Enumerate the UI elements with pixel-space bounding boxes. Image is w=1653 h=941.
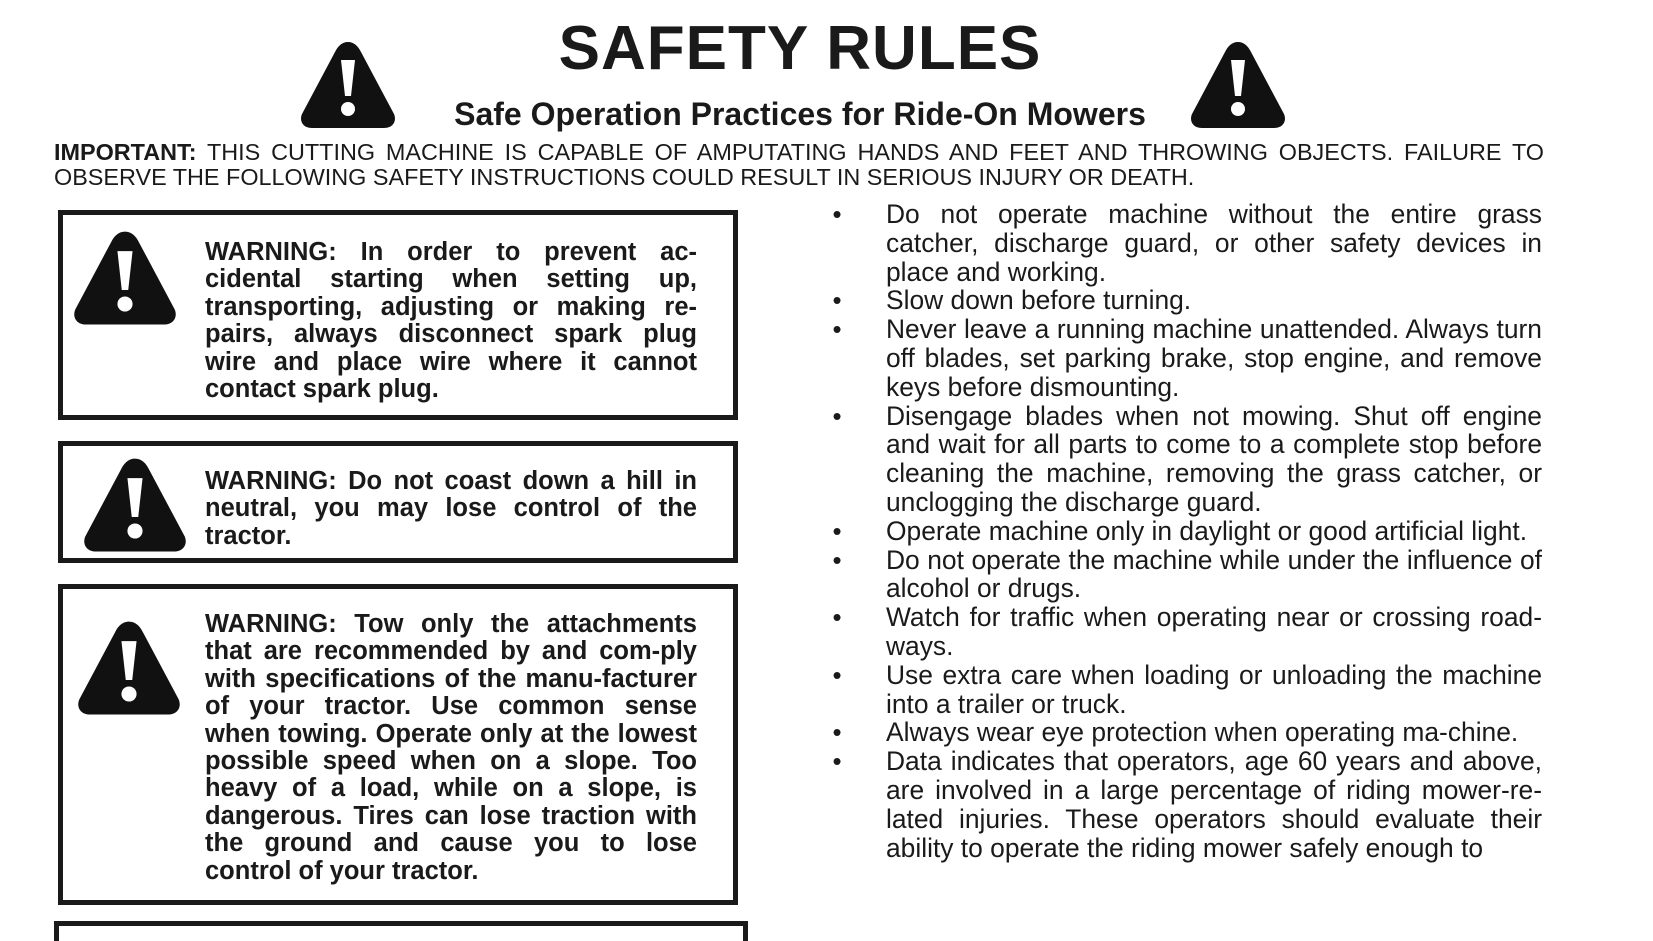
bullet-item: • Operate machine only in daylight or good artificial light. [826,517,1542,546]
warning-box-towing [58,584,738,905]
warning-icon [81,454,189,554]
warning-text: WARNING: Tow only the attachments that are recommended by and com-ply with specifications of the manu-facturer of your tractor. Use common sense when towing. Operate only at the lowest possible speed when on a slope. Too heavy of a load, while on a slope, is dangerous. Tires can lose traction with the ground and cause you to lose control of your tractor. [205,610,697,885]
warning-box-cut-off [54,921,748,941]
bullet-dot: • [832,659,842,690]
bullet-dot: • [832,285,842,316]
bullet-item: • Use extra care when loading or unloading the machine into a trailer or truck. [826,661,1542,719]
bullet-dot: • [832,400,842,431]
bullet-item: • Do not operate machine without the entire grass catcher, discharge guard, or other safety devices in place and working. [826,200,1542,286]
safety-bullet-list [826,200,1542,862]
bullet-dot: • [832,515,842,546]
warning-icon [71,227,179,327]
bullet-item: • Data indicates that operators, age 60 years and above, are involved in a large percentage of riding mower-re-lated injuries. These operators should evaluate their ability to operate the riding mower safely enough to [826,747,1542,862]
page-subtitle: Safe Operation Practices for Ride-On Mowers [454,96,1146,132]
bullet-dot: • [832,199,842,229]
important-notice [54,140,1544,190]
warning-box-coast [58,441,738,563]
bullet-item: • Never leave a running machine unattended. Always turn off blades, set parking brake, stop engine, and remove keys before dismounting. [826,315,1542,401]
page-title: SAFETY RULES [558,14,1042,83]
bullet-dot: • [832,314,842,345]
bullet-item: • Disengage blades when not mowing. Shut off engine and wait for all parts to come to a complete stop before cleaning the machine, removing the grass catcher, or unclogging the discharge guard. [826,402,1542,517]
bullet-item: • Watch for traffic when operating near or crossing road-ways. [826,603,1542,661]
bullet-item: • Always wear eye protection when operating ma-chine. [826,718,1542,747]
warning-box-spark-plug [58,210,738,420]
bullet-dot: • [832,602,842,633]
bullet-item: • Do not operate the machine while under the influence of alcohol or drugs. [826,546,1542,604]
warning-text: WARNING: Do not coast down a hill in neutral, you may lose control of the tractor. [205,467,697,550]
warning-icon [75,617,183,717]
warning-text: WARNING: In order to prevent ac-cidental starting when setting up, transporting, adjusting or making re-pairs, always disconnect spark plug wire and place wire where it cannot contact spark plug. [205,238,697,404]
bullet-dot: • [832,544,842,575]
bullet-dot: • [832,746,842,777]
important-label: IMPORTANT: [54,139,197,165]
bullet-item: • Slow down before turning. [826,286,1542,315]
bullet-dot: • [832,717,842,748]
important-text: THIS CUTTING MACHINE IS CAPABLE OF AMPUTATING HANDS AND FEET AND THROWING OBJECTS. FAILURE TO OBSERVE THE FOLLOWING SAFETY INSTRUCTIONS COULD RESULT IN SERIOUS INJURY OR DEATH. [54,139,1544,190]
